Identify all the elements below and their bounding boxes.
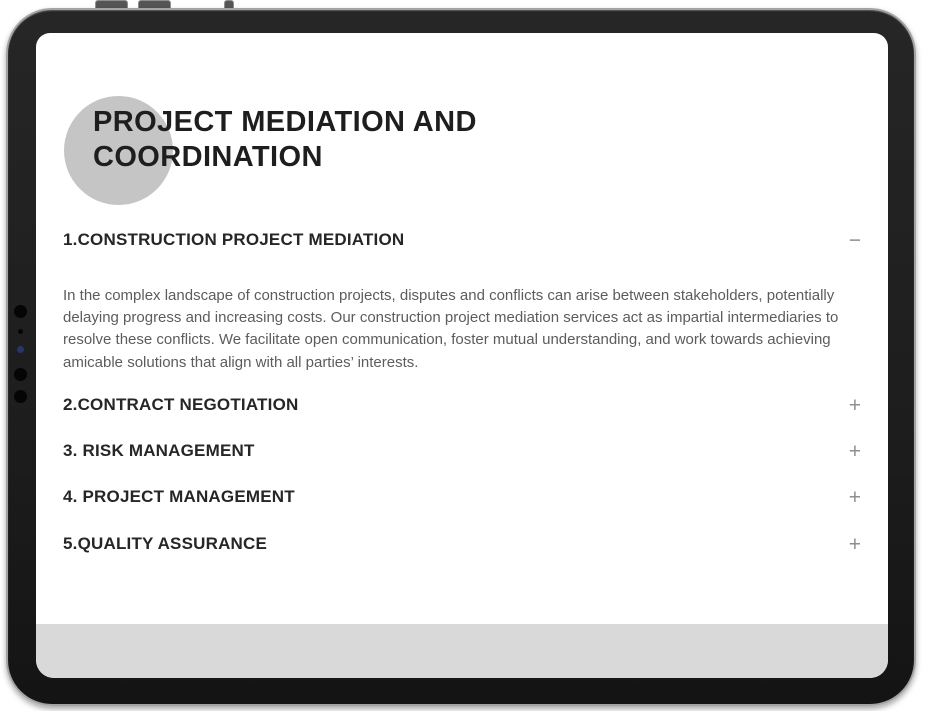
accordion-item-label: 5.QUALITY ASSURANCE [63,534,268,553]
minus-icon[interactable]: − [848,228,861,252]
accordion-item-quality-assurance[interactable] [63,533,861,555]
accordion-item-contract-negotiation[interactable] [63,394,861,416]
plus-icon[interactable]: + [848,393,861,417]
plus-icon[interactable]: + [848,439,861,463]
camera-lens-icon [14,305,27,318]
page-title: PROJECT MEDIATION AND COORDINATION [93,106,477,173]
accordion-item-label: 3. RISK MANAGEMENT [63,441,255,460]
accordion-item-body: In the complex landscape of construction projects, disputes and conflicts can arise between stakeholders, potentially delaying progress and increasing costs. Our construction project mediation services act as impartial intermediaries to resolve these conflicts. We facilitate open communication, foster mutual understanding, and work towards achieving amicable solutions that align with all parties’ interests. [63,287,839,371]
sensor-dot-icon [17,346,24,353]
tablet-frame [6,8,916,706]
plus-icon[interactable]: + [848,485,861,509]
tablet-screen [36,33,888,678]
accordion-item-label: 1.CONSTRUCTION PROJECT MEDIATION [63,230,405,249]
accordion-item-label: 2.CONTRACT NEGOTIATION [63,395,299,414]
plus-icon[interactable]: + [848,532,861,556]
camera-lens-icon [14,390,27,403]
bottom-bar [36,624,888,678]
accordion-item-project-management[interactable] [63,486,861,508]
accordion-item-risk-management[interactable] [63,440,861,462]
microphone-dot-icon [18,329,23,334]
camera-lens-icon [14,368,27,381]
accordion-item-construction-project-mediation[interactable] [63,229,861,251]
accordion-item-label: 4. PROJECT MANAGEMENT [63,487,295,506]
